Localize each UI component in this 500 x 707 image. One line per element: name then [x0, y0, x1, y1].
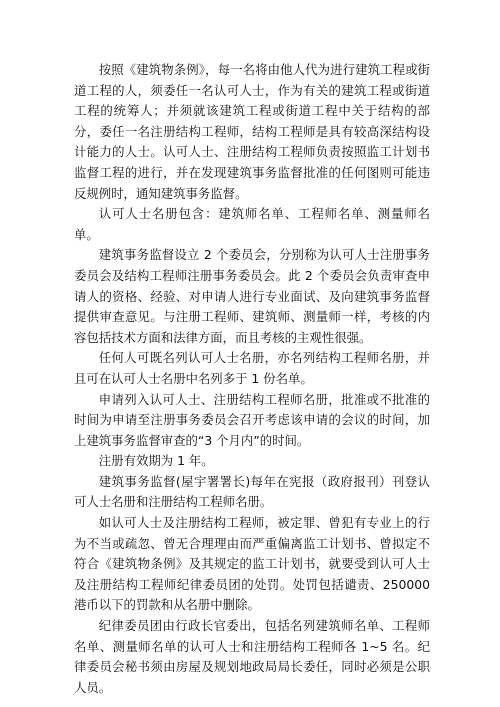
- paragraph-register-lists: 认可人士名册包含：建筑师名单、工程师名单、测量师名单。: [74, 206, 430, 242]
- paragraph-ordinance-appointment: 按照《建筑物条例》，每一名将由他人代为进行建筑工程或街道工程的人，须委任一名认可人士，作为有关的建筑工程或街道工程的统筹人；并须就该建筑工程或街道工程中关于结构的部分，委任一名注册结构工程师，结构工程师是具有较高深结构设计能力的人士。认可人士、注册结构工程师负责按照监工计划书监督工程的进行，并在发现建筑事务监督批准的任何图则可能违反规例时，通知建筑事务监督。: [74, 62, 430, 201]
- paragraph-discipline: 如认可人士及注册结构工程师，被定罪、曾犯有专业上的行为不当或疏忽、曾无合理理由而严重偏离监工计划书、曾拟定不符合《建筑物条例》及其规定的监工计划书，就要受到认可人士及注册结构工程师纪律委员团的处罚。处罚包括谴责、250000 港币以下的罚款和从名册中删除。: [74, 515, 430, 613]
- paragraph-multiple-listing: 任何人可既名列认可人士名册，亦名列结构工程师名册，并且可在认可人士名册中名列多于 1 份名单。: [74, 350, 430, 386]
- paragraph-registration-committees: 建筑事务监督设立 2 个委员会，分别称为认可人士注册事务委员会及结构工程师注册事务委员会。此 2 个委员会负责审查申请人的资格、经验、对申请人进行专业面试、及向建筑事务监督提供审查意见。与注册工程师、建筑师、测量师一样，考核的内容包括技术方面和法律方面，而且考核的主观性很强。: [74, 247, 430, 345]
- paragraph-approval-time: 申请列入认可人士、注册结构工程师名册，批准或不批准的时间为申请至注册事务委员会召开考虑该申请的会议的时间，加上建筑事务监督审查的“3 个月内”的时间。: [74, 391, 430, 448]
- paragraph-disciplinary-panel: 纪律委员团由行政长官委出，包括名列建筑师名单、工程师名单、测量师名单的认可人士和注册结构工程师各 1~5 名。纪律委员会秘书须由房屋及规划地政局局长委任，同时必须是公职人员。: [74, 618, 430, 695]
- document-body: [74, 60, 430, 698]
- paragraph-gazette: 建筑事务监督(屋宇署署长)每年在宪报（政府报刊）刊登认可人士名册和注册结构工程师名册。: [74, 473, 430, 510]
- paragraph-validity: 注册有效期为 1 年。: [98, 453, 214, 469]
